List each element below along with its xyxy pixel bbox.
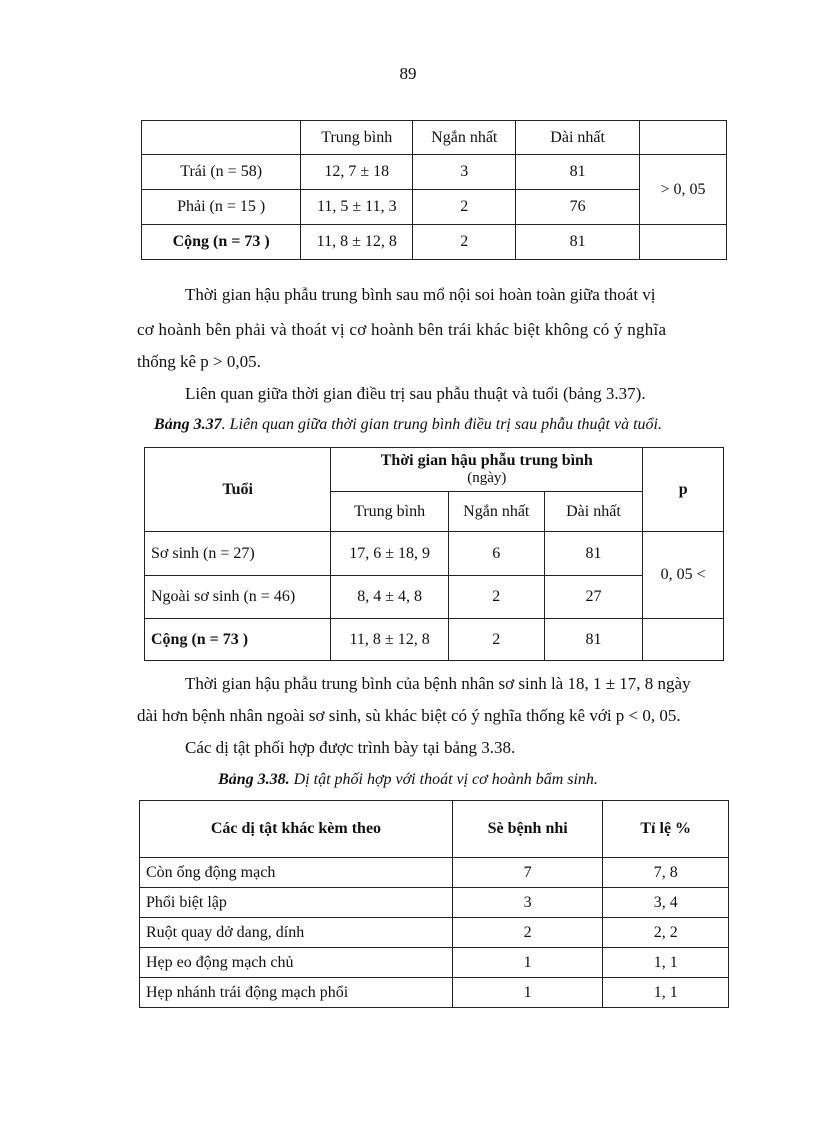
table-row [140, 888, 729, 918]
row-min: 2 [448, 619, 544, 661]
row-min: 6 [448, 532, 544, 576]
header-cell-max: Dài nhất [516, 121, 640, 155]
header-cell-count: Sè bệnh nhi [452, 801, 603, 858]
table-associated-defects [139, 800, 729, 1008]
caption-label: Bảng 3.37 [154, 416, 222, 433]
table-row [145, 576, 724, 619]
paragraph-line: Thời gian hậu phẫu trung bình sau mổ nội soi hoàn toàn giữa thoát vị [185, 285, 656, 304]
paragraph-line: thống kê p > 0,05. [137, 352, 261, 371]
subheader-min: Ngắn nhất [448, 492, 544, 532]
table-row [140, 948, 729, 978]
empty-cell [643, 619, 724, 661]
defect-pct: 1, 1 [603, 948, 729, 978]
defect-count: 1 [452, 978, 603, 1008]
row-label: Ngoài sơ sinh (n = 46) [145, 576, 331, 619]
defect-name: Ruột quay dở dang, dính [140, 918, 453, 948]
paragraph-line: Thời gian hậu phẫu trung bình của bệnh nhân sơ sinh là 18, 1 ± 17, 8 ngày [185, 674, 691, 693]
row-mean: 11, 8 ± 12, 8 [331, 619, 449, 661]
p-value-cell: > 0, 05 [639, 155, 726, 225]
table-row-total [142, 225, 727, 260]
defect-name: Phổi biệt lập [140, 888, 453, 918]
row-mean: 11, 8 ± 12, 8 [301, 225, 413, 260]
table-row [140, 978, 729, 1008]
defect-count: 1 [452, 948, 603, 978]
row-min: 3 [413, 155, 516, 190]
table-row [140, 858, 729, 888]
row-max: 81 [544, 619, 643, 661]
row-mean: 11, 5 ± 11, 3 [301, 190, 413, 225]
defect-count: 3 [452, 888, 603, 918]
row-mean: 17, 6 ± 18, 9 [331, 532, 449, 576]
group-title: Thời gian hậu phẫu trung bình [380, 452, 593, 469]
empty-cell [639, 225, 726, 260]
defect-pct: 2, 2 [603, 918, 729, 948]
table-row-total [145, 619, 724, 661]
table-side-comparison [141, 120, 727, 260]
row-label: Phải (n = 15 ) [142, 190, 301, 225]
row-label: Trái (n = 58) [142, 155, 301, 190]
header-cell-age: Tuổi [145, 448, 331, 532]
paragraph-line: Các dị tật phối hợp được trình bày tại bảng 3.38. [185, 738, 516, 757]
subheader-max: Dài nhất [544, 492, 643, 532]
table-header-row [142, 121, 727, 155]
caption-text: Dị tật phối hợp với thoát vị cơ hoành bẩm sinh. [289, 771, 598, 788]
table-caption-337 [0, 416, 816, 434]
defect-name: Hẹp eo động mạch chủ [140, 948, 453, 978]
paragraph-line: cơ hoành bên phải và thoát vị cơ hoành bên trái khác biệt không có ý nghĩa [137, 320, 667, 339]
caption-label: Bảng 3.38. [218, 771, 290, 788]
row-min: 2 [448, 576, 544, 619]
row-max: 76 [516, 190, 640, 225]
defect-pct: 3, 4 [603, 888, 729, 918]
defect-pct: 7, 8 [603, 858, 729, 888]
table-row [140, 918, 729, 948]
table-age-comparison [144, 447, 724, 661]
defect-count: 2 [452, 918, 603, 948]
table-row [142, 155, 727, 190]
subheader-mean: Trung bình [331, 492, 449, 532]
defect-name: Hẹp nhánh trái động mạch phổi [140, 978, 453, 1008]
p-value-cell: 0, 05 < [643, 532, 724, 619]
row-mean: 8, 4 ± 4, 8 [331, 576, 449, 619]
defect-pct: 1, 1 [603, 978, 729, 1008]
table-caption-338 [0, 771, 816, 789]
row-min: 2 [413, 225, 516, 260]
caption-text: . Liên quan giữa thời gian trung bình điều trị sau phẫu thuật và tuổi. [221, 416, 662, 433]
table-row [142, 190, 727, 225]
row-label-total: Cộng (n = 73 ) [142, 225, 301, 260]
header-cell-group [331, 448, 643, 492]
paragraph-line: dài hơn bệnh nhân ngoài sơ sinh, sù khác biệt có ý nghĩa thống kê với p < 0, 05. [137, 706, 681, 725]
defect-count: 7 [452, 858, 603, 888]
header-cell-empty [142, 121, 301, 155]
row-max: 81 [516, 155, 640, 190]
page-number: 89 [399, 64, 417, 83]
row-mean: 12, 7 ± 18 [301, 155, 413, 190]
row-max: 81 [516, 225, 640, 260]
group-unit: (ngày) [467, 470, 507, 486]
defect-name: Còn ống động mạch [140, 858, 453, 888]
row-min: 2 [413, 190, 516, 225]
header-cell-mean: Trung bình [301, 121, 413, 155]
header-cell-p [639, 121, 726, 155]
header-cell-defect: Các dị tật khác kèm theo [140, 801, 453, 858]
header-cell-min: Ngắn nhất [413, 121, 516, 155]
table-header-row [140, 801, 729, 858]
header-cell-pct: Tỉ lệ % [603, 801, 729, 858]
table-header-row [145, 448, 724, 492]
row-max: 27 [544, 576, 643, 619]
row-label: Sơ sinh (n = 27) [145, 532, 331, 576]
paragraph-line: Liên quan giữa thời gian điều trị sau phẫu thuật và tuổi (bảng 3.37). [185, 384, 646, 403]
header-cell-p: p [643, 448, 724, 532]
row-max: 81 [544, 532, 643, 576]
row-label-total: Cộng (n = 73 ) [145, 619, 331, 661]
table-row [145, 532, 724, 576]
